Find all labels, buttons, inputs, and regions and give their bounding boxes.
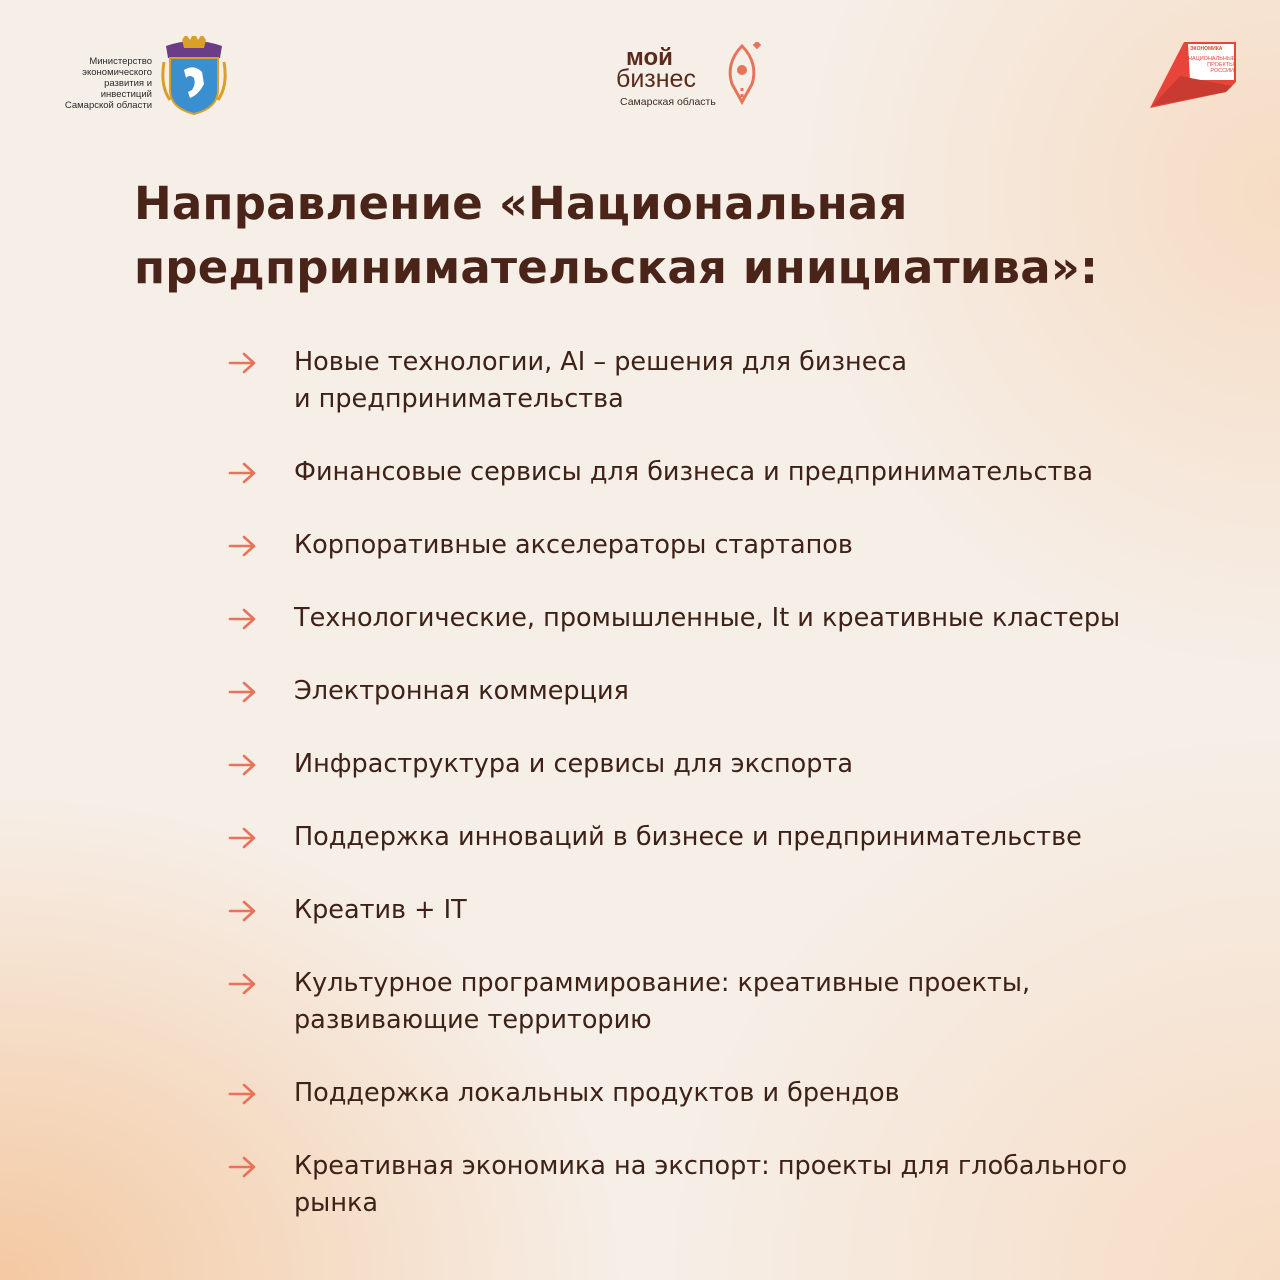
np-top-text: ЭКОНОМИКА (1190, 46, 1223, 52)
list-item-text: Финансовые сервисы для бизнеса и предпринимательства (294, 457, 1093, 487)
samara-coat-of-arms-icon (160, 36, 228, 116)
list-item-text: Креатив + IT (294, 895, 467, 925)
arrow-right-icon (228, 754, 258, 776)
ministry-name (60, 56, 152, 111)
arrow-right-icon (228, 462, 258, 484)
directions-list (228, 344, 1248, 1258)
list-item (228, 1075, 1248, 1112)
list-item (228, 965, 1248, 1039)
arrow-right-icon (228, 1083, 258, 1105)
list-item-text: Культурное программирование: креативные проекты, развивающие территорию (294, 968, 1031, 1035)
list-item (228, 819, 1248, 856)
page-title: Направление «Национальная предпринимательская инициатива»: (134, 177, 1099, 294)
rocket-pin-icon (720, 42, 764, 112)
list-item (228, 673, 1248, 710)
list-item-text: Инфраструктура и сервисы для экспорта (294, 749, 853, 779)
arrow-right-icon (228, 608, 258, 630)
logo-line1: мой (626, 44, 673, 71)
list-item (228, 600, 1248, 637)
list-item (228, 344, 1248, 418)
list-item-text: Электронная коммерция (294, 676, 629, 706)
arrow-right-icon (228, 827, 258, 849)
list-item (228, 1148, 1248, 1222)
list-item-text: Технологические, промышленные, It и креативные кластеры (294, 603, 1121, 633)
arrow-right-icon (228, 1156, 258, 1178)
list-item-text: Новые технологии, AI – решения для бизнеса и предпринимательства (294, 347, 908, 414)
logo-region: Самарская область (620, 96, 716, 108)
list-item (228, 454, 1248, 491)
logo-line2: бизнес (616, 65, 696, 93)
national-projects-logo (1150, 42, 1240, 110)
ministry-text: Министерство экономического развития и инвестиций Самарской области (64, 56, 152, 111)
list-item (228, 746, 1248, 783)
arrow-right-icon (228, 535, 258, 557)
list-item-text: Поддержка локальных продуктов и брендов (294, 1078, 900, 1108)
moy-biznes-logo (612, 46, 772, 116)
list-item (228, 527, 1248, 564)
list-item-text: Поддержка инноваций в бизнесе и предпринимательстве (294, 822, 1082, 852)
list-item-text: Креативная экономика на экспорт: проекты для глобального рынка (294, 1151, 1128, 1218)
arrow-right-icon (228, 352, 258, 374)
national-projects-flag-icon (1150, 42, 1240, 110)
arrow-right-icon (228, 681, 258, 703)
arrow-right-icon (228, 973, 258, 995)
list-item-text: Корпоративные акселераторы стартапов (294, 530, 853, 560)
np-text: НАЦИОНАЛЬНЫЕ ПРОЕКТЫ РОССИИ (1188, 56, 1236, 74)
arrow-right-icon (228, 900, 258, 922)
list-item (228, 892, 1248, 929)
header (0, 0, 1280, 130)
